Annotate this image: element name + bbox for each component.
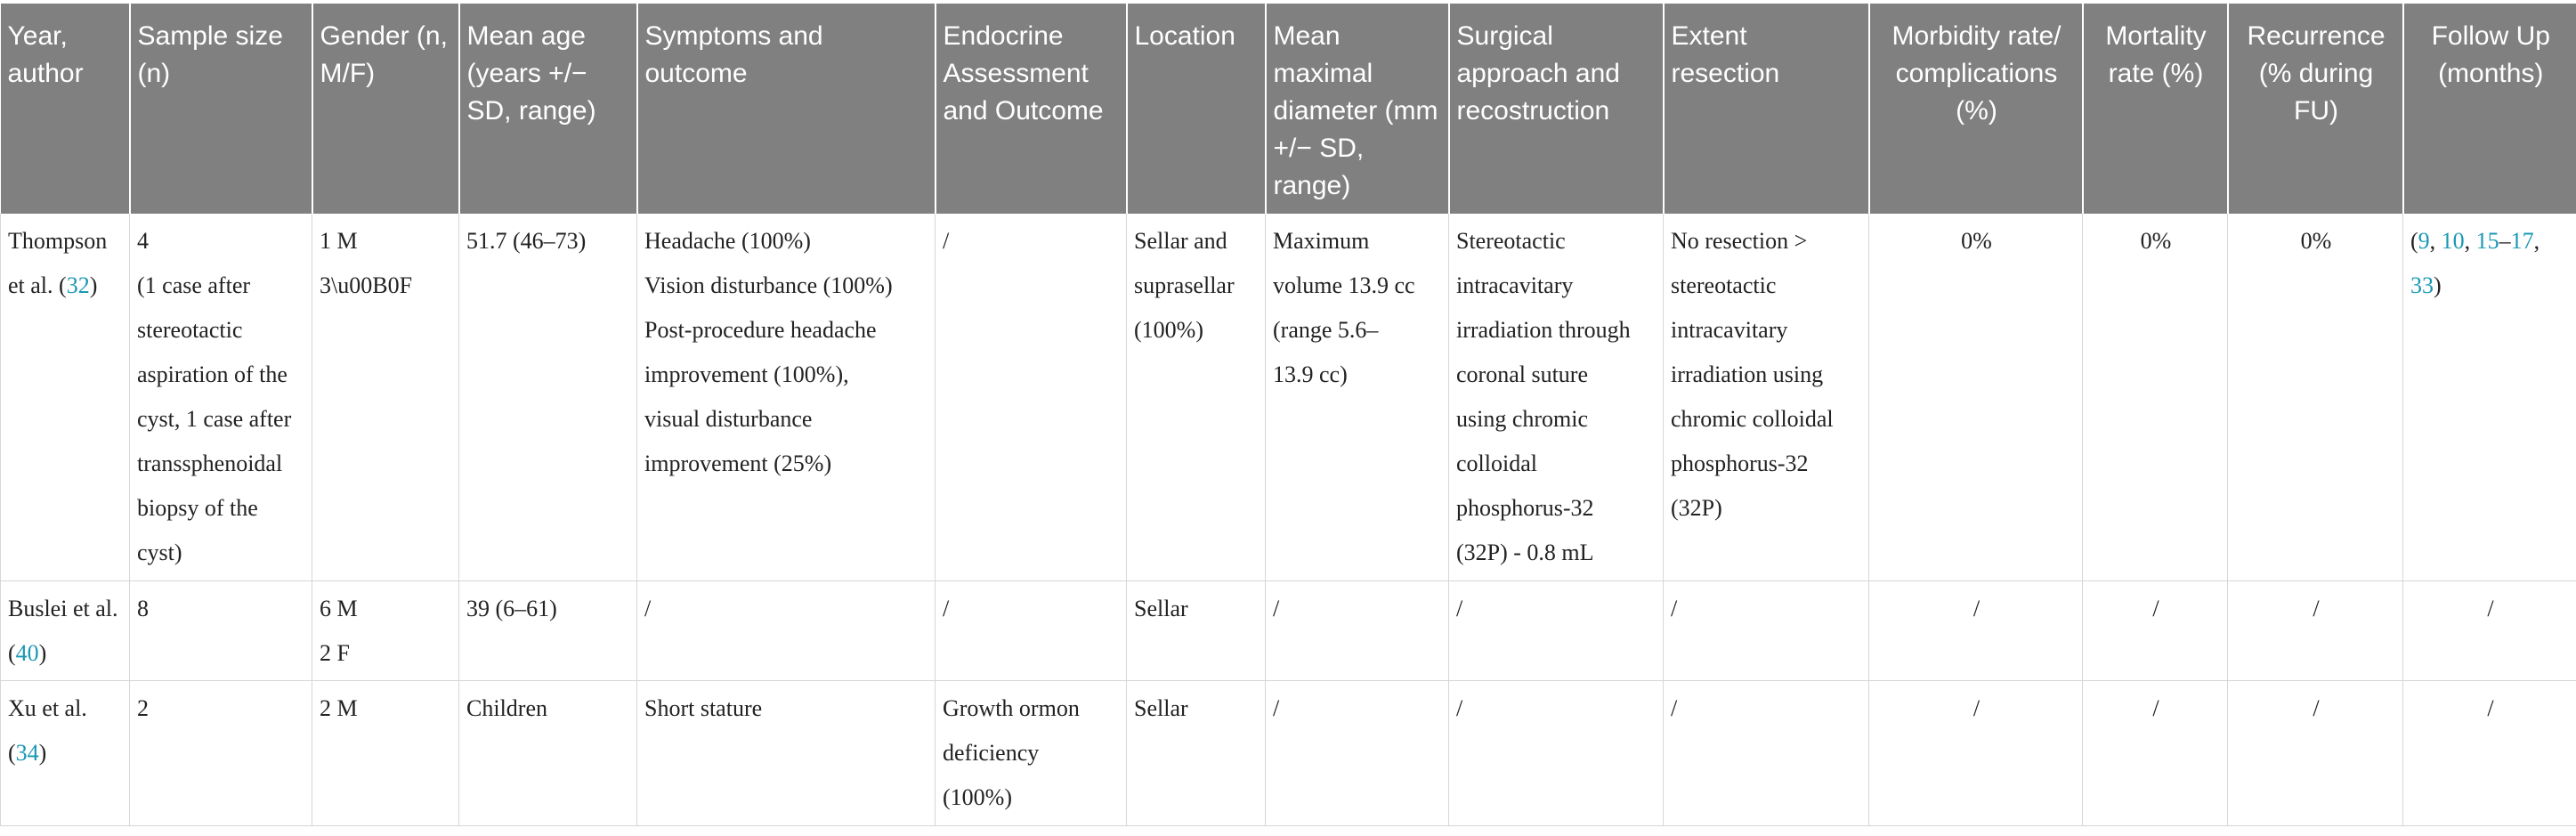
header-diameter: Mean maximal diameter (mm +/− SD, range) bbox=[1266, 4, 1449, 214]
cell-line: Headache (100%) bbox=[644, 228, 811, 254]
cell-recurrence: / bbox=[2228, 580, 2403, 680]
cell-mortality: / bbox=[2083, 680, 2228, 825]
cell-surgical bbox=[1449, 580, 1664, 680]
cell-line: transsphenoidal bbox=[137, 450, 283, 476]
table-row-xu bbox=[1, 680, 2576, 825]
cell-line: suprasellar bbox=[1134, 272, 1235, 298]
cell-line: colloidal bbox=[1456, 450, 1537, 476]
cell-morbidity: 0% bbox=[1869, 214, 2083, 580]
cell-gender bbox=[312, 680, 459, 825]
cell-recurrence: 0% bbox=[2228, 214, 2403, 580]
cell-line: biopsy of the bbox=[137, 495, 258, 521]
cell-line: visual disturbance bbox=[644, 406, 813, 432]
cell-diameter bbox=[1266, 580, 1449, 680]
reference-link[interactable]: 40 bbox=[15, 639, 39, 666]
cell-endocrine bbox=[936, 580, 1127, 680]
reference-link[interactable]: 32 bbox=[66, 272, 90, 298]
cell-mortality: / bbox=[2083, 580, 2228, 680]
author-line-tail: ) bbox=[38, 639, 47, 666]
author-line-tail: ) bbox=[89, 272, 98, 298]
cell-line: irradiation using bbox=[1671, 361, 1824, 387]
cell-line: volume 13.9 cc bbox=[1273, 272, 1415, 298]
cell-morbidity: / bbox=[1869, 580, 2083, 680]
cell-recurrence: / bbox=[2228, 680, 2403, 825]
cell-line: 2 F bbox=[320, 639, 350, 666]
cell-line: deficiency bbox=[943, 739, 1040, 766]
cell-line: No resection > bbox=[1671, 228, 1808, 254]
header-morbidity: Morbidity rate/ complications (%) bbox=[1869, 4, 2083, 214]
cell-line: improvement (100%), bbox=[644, 361, 849, 387]
cell-mean-age: 39 (6–61) bbox=[459, 580, 637, 680]
cell-author bbox=[1, 680, 130, 825]
cell-extent bbox=[1664, 580, 1869, 680]
cell-line: Post-procedure headache bbox=[644, 317, 877, 343]
cell-line: aspiration of the bbox=[137, 361, 288, 387]
cell-line: Short stature bbox=[644, 694, 763, 721]
cell-location bbox=[1127, 214, 1266, 580]
reference-link[interactable]: 10 bbox=[2441, 228, 2465, 254]
header-year-author: Year, author bbox=[1, 4, 130, 214]
author-line: Xu et al. bbox=[8, 694, 87, 721]
header-sample-size: Sample size (n) bbox=[130, 4, 312, 214]
cell-endocrine bbox=[936, 214, 1127, 580]
author-line: Thompson bbox=[8, 228, 108, 254]
header-endocrine: Endocrine Assessment and Outcome bbox=[936, 4, 1127, 214]
cell-line: Maximum bbox=[1273, 228, 1370, 254]
cell-symptoms bbox=[637, 580, 936, 680]
cell-follow-up: / bbox=[2403, 680, 2576, 825]
cell-mortality: 0% bbox=[2083, 214, 2228, 580]
cell-line: Growth ormon bbox=[943, 694, 1080, 721]
header-symptoms: Symptoms and outcome bbox=[637, 4, 936, 214]
cell-line: / bbox=[1456, 595, 1463, 621]
author-line: ( bbox=[8, 639, 16, 666]
cell-extent bbox=[1664, 680, 1869, 825]
header-location: Location bbox=[1127, 4, 1266, 214]
range-dash: – bbox=[2499, 228, 2511, 254]
cell-line: / bbox=[1671, 595, 1678, 621]
cell-author bbox=[1, 580, 130, 680]
author-line: ( bbox=[8, 739, 16, 766]
separator: , bbox=[2429, 228, 2442, 254]
header-recurrence: Recurrence (% during FU) bbox=[2228, 4, 2403, 214]
table-row-thompson bbox=[1, 214, 2576, 580]
cell-author bbox=[1, 214, 130, 580]
author-line: Buslei et al. bbox=[8, 595, 118, 621]
reference-link[interactable]: 33 bbox=[2410, 272, 2434, 298]
cell-surgical bbox=[1449, 214, 1664, 580]
cell-diameter bbox=[1266, 214, 1449, 580]
table-row-buslei bbox=[1, 580, 2576, 680]
cell-line: (100%) bbox=[1134, 317, 1203, 343]
reference-link[interactable]: 9 bbox=[2418, 228, 2430, 254]
cell-mean-age: 51.7 (46–73) bbox=[459, 214, 637, 580]
cell-line: cyst, 1 case after bbox=[137, 406, 292, 432]
cell-line: Stereotactic bbox=[1456, 228, 1566, 254]
cell-sample-size bbox=[130, 680, 312, 825]
separator: , bbox=[2533, 228, 2540, 254]
cell-line: phosphorus-32 bbox=[1671, 450, 1809, 476]
cell-line: (32P) - 0.8 mL bbox=[1456, 540, 1594, 565]
reference-link[interactable]: 15 bbox=[2475, 228, 2499, 254]
header-follow-up: Follow Up (months) bbox=[2403, 4, 2576, 214]
cell-line: intracavitary bbox=[1671, 317, 1788, 343]
cell-line: / bbox=[943, 595, 950, 621]
author-line-tail: ) bbox=[38, 739, 47, 766]
header-mean-age: Mean age (years +/− SD, range) bbox=[459, 4, 637, 214]
cell-morbidity: / bbox=[1869, 680, 2083, 825]
cell-line: / bbox=[1671, 694, 1678, 721]
cell-symptoms bbox=[637, 680, 936, 825]
cell-line: 13.9 cc) bbox=[1273, 361, 1348, 387]
cell-line: 2 bbox=[137, 694, 149, 721]
cell-line: 6 M bbox=[320, 595, 358, 621]
author-line: et al. ( bbox=[8, 272, 67, 298]
cell-line: stereotactic bbox=[137, 317, 243, 343]
cell-endocrine bbox=[936, 680, 1127, 825]
cell-symptoms bbox=[637, 214, 936, 580]
cell-gender bbox=[312, 214, 459, 580]
paren-open: ( bbox=[2410, 228, 2418, 254]
cell-line: irradiation through bbox=[1456, 317, 1631, 343]
cell-line: 2 M bbox=[320, 694, 358, 721]
cell-line: (range 5.6– bbox=[1273, 317, 1379, 343]
cell-gender bbox=[312, 580, 459, 680]
cell-line: chromic colloidal bbox=[1671, 406, 1834, 432]
header-surgical: Surgical approach and recostruction bbox=[1449, 4, 1664, 214]
cell-line: (32P) bbox=[1671, 495, 1722, 521]
cell-line: phosphorus-32 bbox=[1456, 495, 1594, 521]
cell-line: 1 M bbox=[320, 228, 358, 254]
separator: , bbox=[2464, 228, 2476, 254]
cell-follow-up: / bbox=[2403, 580, 2576, 680]
cell-location bbox=[1127, 680, 1266, 825]
cell-line: Sellar bbox=[1134, 595, 1188, 621]
cell-mean-age: Children bbox=[459, 680, 637, 825]
cell-line: using chromic bbox=[1456, 406, 1589, 432]
cell-line: 8 bbox=[137, 595, 149, 621]
cell-diameter bbox=[1266, 680, 1449, 825]
cell-extent bbox=[1664, 214, 1869, 580]
cell-sample-size bbox=[130, 214, 312, 580]
cell-line: coronal suture bbox=[1456, 361, 1589, 387]
reference-link[interactable]: 34 bbox=[15, 739, 39, 766]
cell-sample-size bbox=[130, 580, 312, 680]
cell-line: / bbox=[943, 228, 950, 254]
cell-line: (100%) bbox=[943, 783, 1012, 810]
header-extent: Extent resection bbox=[1664, 4, 1869, 214]
cell-line: / bbox=[644, 595, 652, 621]
cell-line: (1 case after bbox=[137, 272, 251, 298]
header-row bbox=[1, 4, 2576, 214]
cell-line: improvement (25%) bbox=[644, 450, 832, 476]
cell-line: stereotactic bbox=[1671, 272, 1777, 298]
cell-line: Sellar and bbox=[1134, 228, 1227, 254]
cell-line: intracavitary bbox=[1456, 272, 1574, 298]
cell-location bbox=[1127, 580, 1266, 680]
cell-line: 4 bbox=[137, 228, 149, 254]
header-mortality: Mortality rate (%) bbox=[2083, 4, 2228, 214]
paren-close: ) bbox=[2434, 272, 2442, 298]
cell-line: Vision disturbance (100%) bbox=[644, 272, 893, 298]
cell-line: / bbox=[1456, 694, 1463, 721]
header-gender: Gender (n, M/F) bbox=[312, 4, 459, 214]
cell-line: / bbox=[1273, 595, 1280, 621]
cell-line: / bbox=[1273, 694, 1280, 721]
cell-line: 3\u00B0F bbox=[320, 272, 413, 298]
cell-follow-up bbox=[2403, 214, 2576, 580]
reference-link[interactable]: 17 bbox=[2510, 228, 2534, 254]
cell-surgical bbox=[1449, 680, 1664, 825]
cell-line: cyst) bbox=[137, 540, 182, 565]
studies-table bbox=[0, 4, 2576, 826]
cell-line: Sellar bbox=[1134, 694, 1188, 721]
